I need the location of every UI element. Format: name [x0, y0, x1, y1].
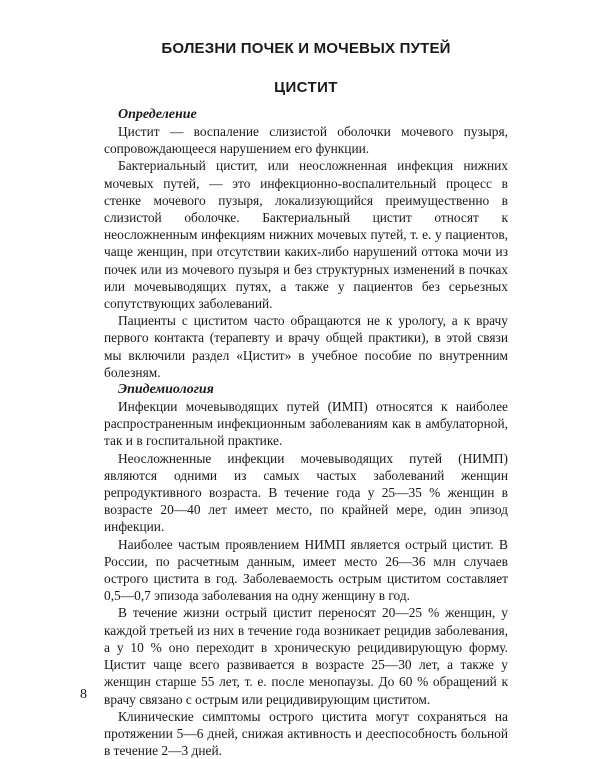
definition-heading: Определение: [118, 107, 197, 122]
chapter-title: БОЛЕЗНИ ПОЧЕК И МОЧЕВЫХ ПУТЕЙ: [161, 40, 451, 57]
epidemiology-paragraph-5: Клинические симптомы острого цистита могут сохраняться на протяжении 5—6 дней, снижая активность и дееспособность больной в течение 2—3 дней.: [104, 708, 508, 759]
definition-paragraph-1: Цистит — воспаление слизистой оболочки мочевого пузыря, сопровождающееся нарушением его функции.: [104, 124, 508, 157]
section-title: ЦИСТИТ: [274, 79, 338, 96]
page-number: 8: [80, 687, 87, 702]
epidemiology-paragraph-1: Инфекции мочевыводящих путей (ИМП) относятся к наиболее распространенным инфекционным заболеваниям как в амбулаторной, так и в госпитальной практике.: [104, 399, 508, 449]
definition-section: [104, 106, 508, 381]
definition-paragraph-3: Пациенты с циститом часто обращаются не к урологу, а к врачу первого контакта (терапевту и врачу общей практики), в этой связи мы включили раздел «Цистит» в учебное пособие по внутренним болезням.: [104, 313, 508, 380]
epidemiology-heading: Эпидемиология: [118, 382, 214, 398]
epidemiology-paragraph-3: Наиболее частым проявлением НИМП является острый цистит. В России, по расчетным данным, имеет место 26—36 млн случаев острого цистита в год. Заболеваемость острым циститом составляет 0,5—0,7 эпизода заболевания на одну женщину в год.: [104, 536, 508, 604]
epidemiology-paragraph-2: Неосложненные инфекции мочевыводящих путей (НИМП) являются одними из самых частых заболеваний женщин репродуктивного возраста. В течение года у 25—35 % женщин в возрасте 20—40 лет имеет место, по крайней мере, один эпизод инфекции.: [104, 450, 508, 535]
page-content: [104, 40, 508, 759]
epidemiology-section: [104, 381, 508, 759]
definition-paragraph-2: Бактериальный цистит, или неосложненная инфекция нижних мочевых путей, — это инфекционно-воспалительный процесс в стенке мочевого пузыря, локализующийся преимущественно в слизистой оболочке. Бактериальный цистит относят к неосложненным инфекциям нижних мочевых путей, т. е. у пациентов, чаще женщин, при отсутствии каких-либо нарушений оттока мочи из почек или из мочевого пузыря и без структурных изменений в почках или мочевыводящих путях, а также у пациентов без серьезных сопутствующих заболеваний.: [104, 158, 508, 312]
epidemiology-paragraph-4: В течение жизни острый цистит переносят 20—25 % женщин, у каждой третьей из них в течение года возникает рецидив заболевания, а у 10 % оно переходит в хроническую рецидивирующую форму. Цистит чаще всего развивается в возрасте 25—30 лет, а также у женщин старше 55 лет, т. е. после менопаузы. До 60 % обращений к врачу связано с острым или рецидивирующим циститом.: [104, 605, 508, 707]
